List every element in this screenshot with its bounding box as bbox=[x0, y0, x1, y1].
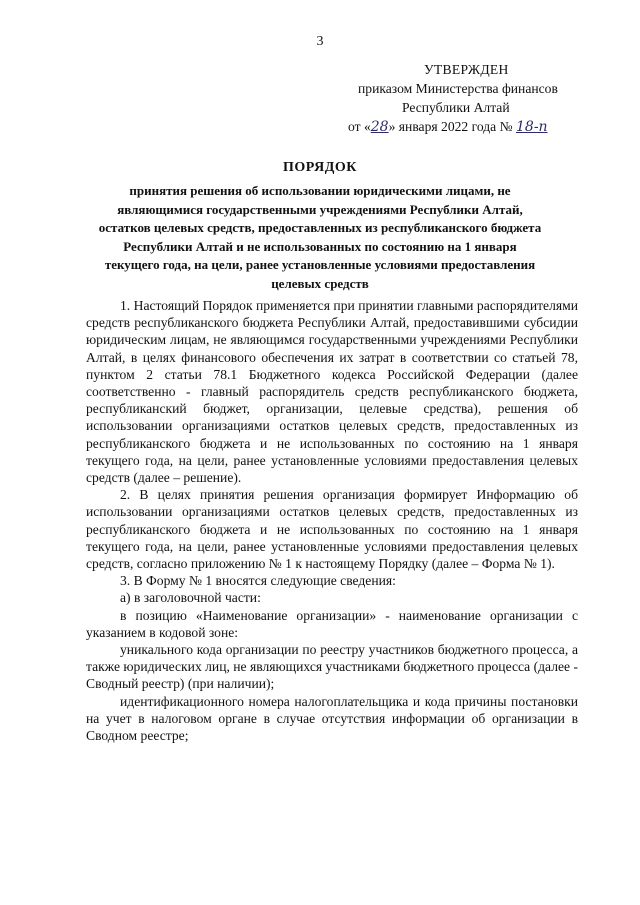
approval-order-number: 18-п bbox=[516, 119, 548, 135]
paragraph-unique-code: уникального кода организации по реестру участников бюджетного процесса, а также юридических лиц, не являющихся участниками бюджетного процесса (далее - Сводный реестр) (при наличии); bbox=[86, 642, 578, 692]
approval-order-line: приказом Министерства финансов bbox=[358, 81, 558, 96]
page-number: 3 bbox=[316, 34, 324, 49]
document-title: ПОРЯДОК bbox=[283, 160, 357, 175]
approval-title: УТВЕРЖДЕН bbox=[424, 62, 509, 77]
paragraph-org-name: в позицию «Наименование организации» - наименование организации с указанием в кодовой зоне: bbox=[86, 607, 578, 640]
approval-date-middle: » января 2022 года № bbox=[388, 119, 513, 134]
paragraph-3a: а) в заголовочной части: bbox=[120, 590, 261, 606]
approval-region-line: Республики Алтай bbox=[402, 100, 510, 115]
document-subtitle: принятия решения об использовании юридическими лицами, не являющимися государственными учреждениями Республики Алтай, остатков целевых средств, предоставленных из республиканского бюджета Республики Алтай и не использованных по состоянию на 1 января текущего года, на цели, ранее установленные условиями предоставления целевых средств bbox=[98, 183, 542, 291]
approval-date-line bbox=[344, 117, 614, 137]
paragraph-1: 1. Настоящий Порядок применяется при принятии главными распорядителями средств республиканского бюджета Республики Алтай, предоставившими субсидии юридическим лицам, не являющимся государственными учреждениями Республики Алтай, в целях финансового обеспечения их затрат в соответствии со статьей 78, пунктом 2 статьи 78.1 Бюджетного кодекса Российской Федерации (далее соответственно - главный распорядитель средств республиканского бюджета, республиканский бюджет, организации, целевые средства), решения об использовании организациями остатков целевых средств, предоставленных из республиканского бюджета и не использованных по состоянию на 1 января текущего года, на цели, ранее установленные условиями предоставления целевых средств (далее – решение). bbox=[86, 298, 578, 486]
approval-date-day: 28 bbox=[370, 119, 389, 135]
paragraph-tax-id: идентификационного номера налогоплательщика и кода причины постановки на учет в налоговом органе в случае отсутствия информации об организации в Сводном реестре; bbox=[86, 693, 578, 744]
paragraph-3: 3. В Форму № 1 вносятся следующие сведения: bbox=[120, 573, 396, 589]
document-body bbox=[86, 297, 578, 744]
approval-date-prefix: от « bbox=[348, 119, 371, 134]
paragraph-2: 2. В целях принятия решения организация формирует Информацию об использовании организациями остатков целевых средств, предоставленных из республиканского бюджета и не использованных по состоянию на 1 января текущего года, на цели, ранее установленные условиями предоставления целевых средств, согласно приложению № 1 к настоящему Порядку (далее – Форма № 1). bbox=[86, 487, 578, 572]
approval-block bbox=[344, 60, 614, 137]
